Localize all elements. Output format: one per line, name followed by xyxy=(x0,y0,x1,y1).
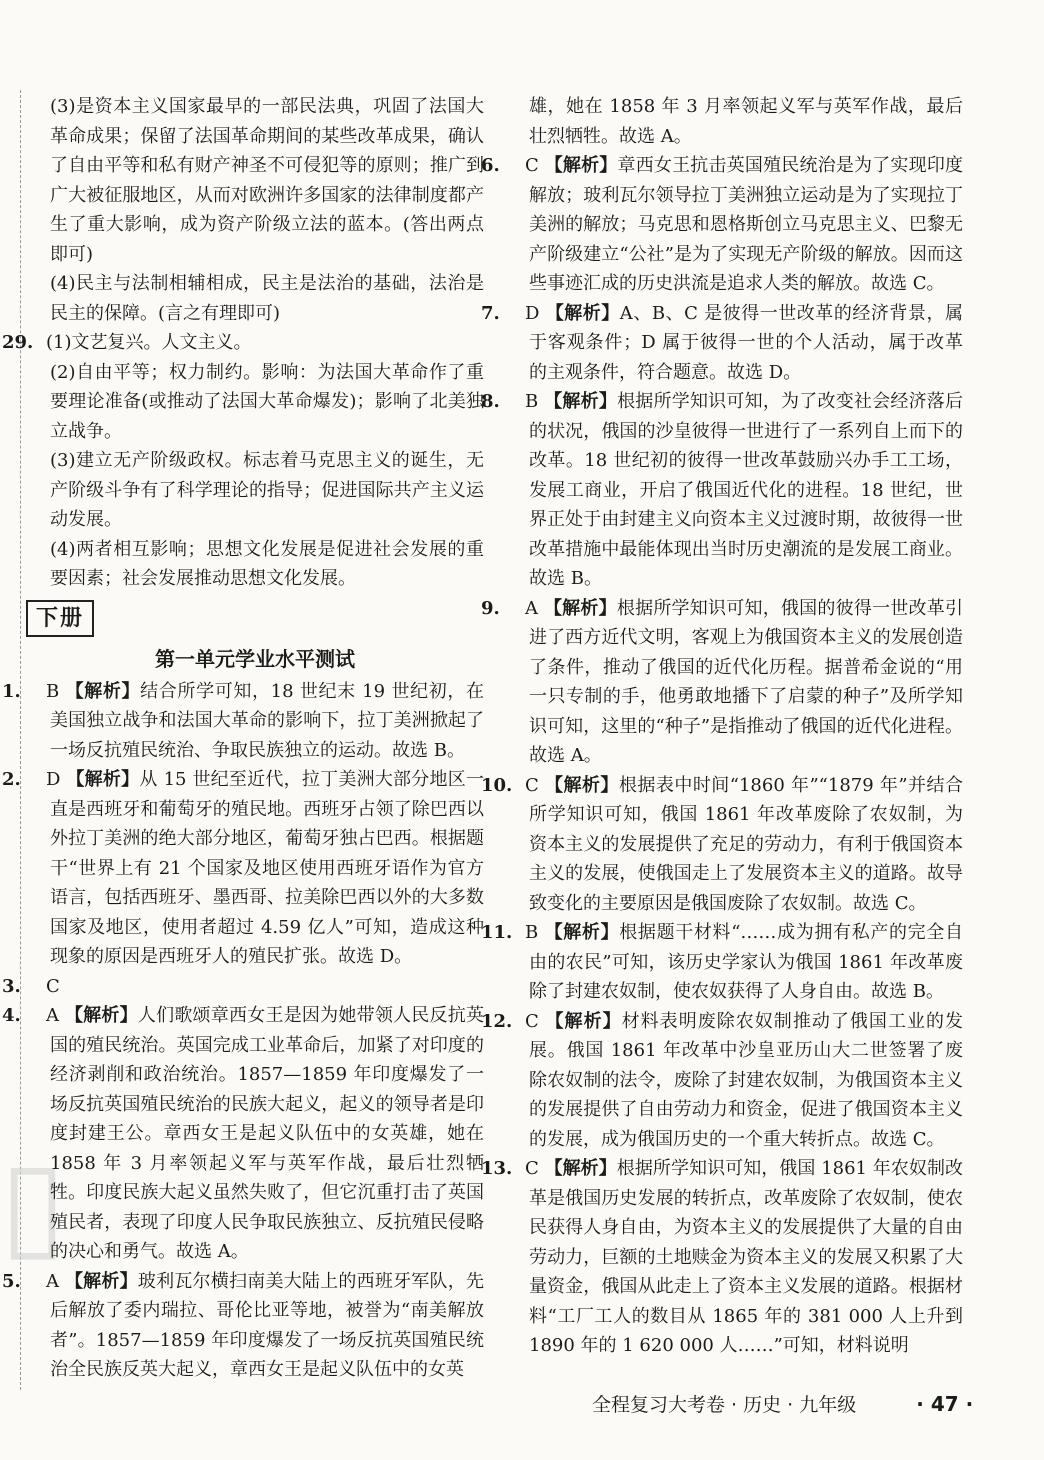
q29-part3: (3)建立无产阶级政权。标志着马克思主义的诞生，无产阶级斗争有了科学理论的指导；促进国际共产主义运动发展。 xyxy=(50,450,484,530)
answer-number: 8. xyxy=(481,391,500,412)
analysis-text: 根据所学知识可知，俄国的彼得一世改革引进了西方近代文明，客观上为俄国资本主义的发展创造了条件，推动了俄国的近代化历程。据普希金说的“用一只专制的手，他勇敢地播下了启蒙的种子”及所学知识可知，这里的“种子”是指推动了俄国的近代化进程。故选 A。 xyxy=(529,597,963,766)
answer-number: 6. xyxy=(481,155,500,176)
answer-item xyxy=(481,918,963,1007)
q5-continuation: 雄，她在 1858 年 3 月率领起义军与英军作战，最后壮烈牺牲。故选 A。 xyxy=(529,96,963,147)
analysis-tag: 【解析】 xyxy=(66,769,140,790)
answer-choice: B xyxy=(46,680,66,702)
analysis-tag: 【解析】 xyxy=(544,922,620,943)
answer-item xyxy=(2,765,485,972)
analysis-tag: 【解析】 xyxy=(544,155,618,176)
answer-choice: C xyxy=(525,1158,545,1179)
answer-item xyxy=(481,771,964,919)
analysis-tag: 【解析】 xyxy=(545,1010,622,1032)
analysis-text: 结合所学可知，18 世纪末 19 世纪初，在美国独立战争和法国大革命的影响下，拉丁美洲掀起了一场反抗殖民统治、争取民族独立的运动。故选 B。 xyxy=(50,680,484,761)
analysis-text: 从 15 世纪至近代，拉丁美洲大部分地区一直是西班牙和葡萄牙的殖民地。西班牙占领了除巴西以外拉丁美洲的绝大部分地区，葡萄牙独占巴西。根据题干“世界上有 21 个国家及地区使用西班牙语作为官方语言，包括西班牙、墨西哥、拉美除巴西以外的大多数国家及地区，使用者超过 4.59 亿人”可知，造成这种现象的原因是西班牙人的殖民扩张。故选 D。 xyxy=(50,769,485,967)
answer-choice: A xyxy=(525,597,544,619)
q29-part1: (1)文艺复兴。人文主义。 xyxy=(46,332,252,353)
analysis-tag: 【解析】 xyxy=(65,680,141,702)
q28-part3: (3)是资本主义国家最早的一部民法典，巩固了法国大革命成果；保留了法国革命期间的某些改革成果，确认了自由平等和私有财产神圣不可侵犯等的原则；推广到广大被征服地区，从而对欧洲许多国家的法律制度都产生了重大影响，成为资产阶级立法的蓝本。(答出两点即可) xyxy=(50,96,484,265)
q29-number: 29. xyxy=(2,332,34,353)
answer-item xyxy=(481,299,963,388)
unit-title: 第一单元学业水平测试 xyxy=(155,647,355,671)
page-footer xyxy=(592,1390,992,1417)
answer-number: 9. xyxy=(481,597,500,619)
right-answer-list xyxy=(481,151,964,1361)
analysis-text: A、B、C 是彼得一世改革的经济背景，属于客观条件；D 属于彼得一世的个人活动，属于改革的主观条件，符合题意。故选 D。 xyxy=(529,302,963,383)
answer-number: 5. xyxy=(2,1270,21,1292)
answer-choice: D xyxy=(46,769,67,790)
analysis-text: 玻利瓦尔横扫南美大陆上的西班牙军队，先后解放了委内瑞拉、哥伦比亚等地，被誉为“南美解放者”。1857—1859 年印度爆发了一场反抗英国殖民统治全民族反英大起义，章西女王是起义队伍中的女英 xyxy=(50,1270,484,1380)
answer-choice: C xyxy=(525,774,545,796)
answer-number: 4. xyxy=(2,1005,21,1026)
analysis-tag: 【解析】 xyxy=(545,302,620,324)
analysis-tag: 【解析】 xyxy=(64,1270,138,1292)
answer-choice: B xyxy=(525,922,545,943)
right-column xyxy=(481,92,964,1361)
analysis-tag: 【解析】 xyxy=(544,1158,617,1179)
volume-tag: 下册 xyxy=(26,600,94,638)
analysis-tag: 【解析】 xyxy=(543,597,617,619)
analysis-tag: 【解析】 xyxy=(544,774,619,796)
page-number: · 47 · xyxy=(916,1392,974,1416)
q28-part4: (4)民主与法制相辅相成，民主是法治的基础，法治是民主的保障。(言之有理即可) xyxy=(50,273,484,324)
analysis-text: 章西女王抗击英国殖民统治是为了实现印度解放；玻利瓦尔领导拉丁美洲独立运动是为了实现拉丁美洲的解放；马克思和恩格斯创立马克思主义、巴黎无产阶级建立“公社”是为了实现无产阶级的解放。因而这些事迹汇成的历史洪流是追求人类的解放。故选 C。 xyxy=(529,155,964,294)
answer-choice: C xyxy=(525,155,545,176)
left-column xyxy=(2,92,485,1385)
analysis-text: 材料表明废除农奴制推动了俄国工业的发展。俄国 1861 年改革中沙皇亚历山大二世签署了废除农奴制的法令，废除了封建农奴制，为俄国资本主义的发展提供了自由劳动力和资金，促进了俄国资本主义的发展，成为俄国历史的一个重大转折点。故选 C。 xyxy=(529,1010,964,1150)
q29 xyxy=(2,328,484,358)
answer-choice: A xyxy=(46,1270,65,1292)
q29-part4: (4)两者相互影响；思想文化发展是促进社会发展的重要因素；社会发展推动思想文化发展。 xyxy=(50,538,484,589)
answer-number: 10. xyxy=(481,774,513,796)
answer-choice: C xyxy=(46,975,60,997)
q29-part2: (2)自由平等；权力制约。影响：为法国大革命作了重要理论准备(或推动了法国大革命爆发)；影响了北美独立战争。 xyxy=(50,361,484,442)
answer-number: 11. xyxy=(481,922,513,943)
analysis-text: 根据表中时间“1860 年”“1879 年”并结合所学知识可知，俄国 1861 年改革废除了农奴制，为资本主义的发展提供了充足的劳动力，有利于俄国资本主义的发展，使俄国走上了发展资本主义的道路。故导致变化的主要原因是俄国废除了农奴制。故选 C。 xyxy=(529,774,964,914)
answer-item xyxy=(481,1007,964,1155)
book-title: 全程复习大考卷 · 历史 · 九年级 xyxy=(592,1394,857,1416)
answer-choice: A xyxy=(46,1005,65,1026)
analysis-tag: 【解析】 xyxy=(64,1005,138,1026)
answer-item xyxy=(481,151,964,299)
answer-number: 1. xyxy=(2,680,21,702)
answer-number: 13. xyxy=(481,1158,513,1179)
answer-number: 3. xyxy=(2,975,21,997)
answer-choice: B xyxy=(525,391,545,412)
analysis-text: 根据所学知识可知，俄国 1861 年农奴制改革是俄国历史发展的转折点，改革废除了农奴制，使农民获得人身自由，为资本主义的发展提供了大量的自由劳动力，巨额的土地赎金为资本主义的发展又积累了大量资金，俄国从此走上了资本主义发展的道路。根据材料“工厂工人的数目从 1865 年的 381 000 人上升到 1890 年的 1 620 000 人……”可知，材料说明 xyxy=(529,1158,964,1356)
analysis-text: 根据题干材料“……成为拥有私产的完全自由的农民”可知，该历史学家认为俄国 1861 年改革废除了封建农奴制，使农奴获得了人身自由。故选 B。 xyxy=(529,922,963,1002)
answer-number: 7. xyxy=(481,302,500,324)
answer-item xyxy=(481,1154,964,1361)
left-answer-list xyxy=(2,677,485,1385)
answer-item xyxy=(2,677,484,766)
answer-number: 12. xyxy=(481,1010,513,1032)
answer-item xyxy=(481,387,964,594)
watermark: ▯ xyxy=(0,1135,67,1274)
answer-number: 2. xyxy=(2,769,21,790)
answer-item xyxy=(2,972,484,1002)
answer-item xyxy=(2,1267,484,1385)
answer-choice: C xyxy=(525,1010,546,1032)
answer-item xyxy=(2,1001,484,1267)
analysis-text: 人们歌颂章西女王是因为她带领人民反抗英国的殖民统治。英国完成工业革命后，加紧了对印度的经济剥削和政治统治。1857—1859 年印度爆发了一场反抗英国殖民统治的民族大起义，起义的领导者是印度封建王公。章西女王是起义队伍中的女英雄，她在 1858 年 3 月率领起义军与英军作战，最后壮烈牺牲。印度民族大起义虽然失败了，但它沉重打击了英国殖民者，表现了印度人民争取民族独立、反抗殖民侵略的决心和勇气。故选 A。 xyxy=(50,1005,484,1262)
analysis-tag: 【解析】 xyxy=(544,391,618,412)
analysis-text: 根据所学知识可知，为了改变社会经济落后的状况，俄国的沙皇彼得一世进行了一系列自上而下的改革。18 世纪初的彼得一世改革鼓励兴办手工工场，发展工商业，开启了俄国近代化的进程。18 世纪，世界正处于由封建主义向资本主义过渡时期，故彼得一世改革措施中最能体现出当时历史潮流的是发展工商业。故选 B。 xyxy=(529,391,964,589)
answer-item xyxy=(481,594,963,771)
answer-choice: D xyxy=(525,302,546,324)
